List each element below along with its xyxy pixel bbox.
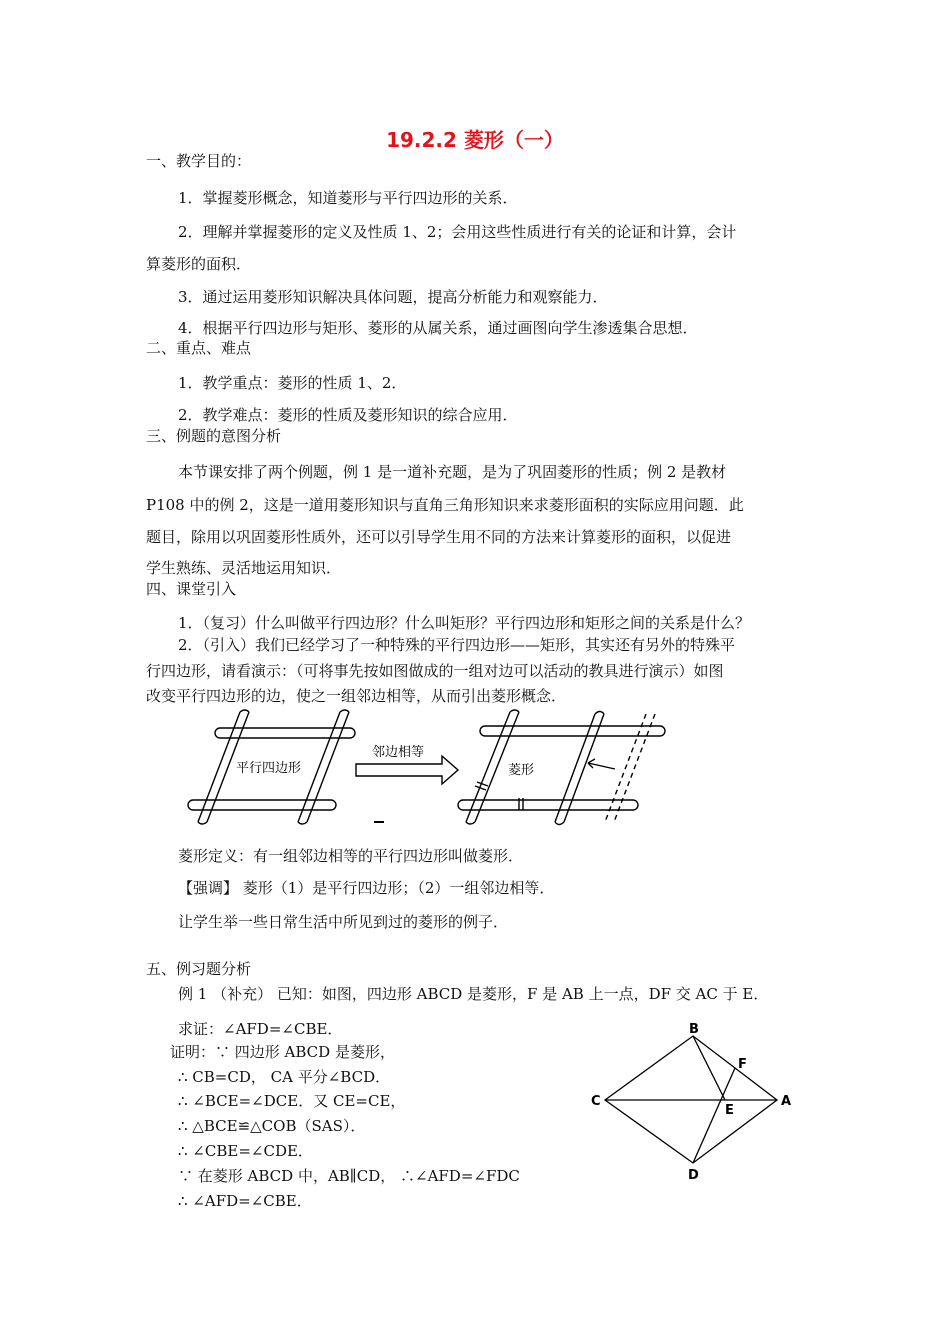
point-a-label: A [781,1094,792,1109]
paragraph-line: 本节课安排了两个例题，例 1 是一道补充题，是为了巩固菱形的性质；例 2 是教材 [178,463,727,481]
paragraph-line: 4．根据平行四边形与矩形、菱形的从属关系，通过画图向学生渗透集合思想． [178,319,698,337]
rhombus-abcd-figure [585,1018,805,1182]
paragraph-line: 算菱形的面积． [146,255,252,273]
adjacent-equal-label: 邻边相等 [372,745,425,760]
definition-line: 菱形定义：有一组邻边相等的平行四边形叫做菱形． [178,847,524,865]
paragraph-line: 1．教学重点：菱形的性质 1、2． [178,374,407,392]
proof-line: 求证：∠AFD=∠CBE． [178,1020,343,1038]
point-e-label: E [725,1103,734,1118]
paragraph-line: 1．掌握菱形概念，知道菱形与平行四边形的关系． [178,189,518,207]
paragraph-line: 题目，除用以巩固菱形性质外，还可以引导学生用不同的方法来计算菱形的面积，以促进 [146,528,732,546]
paragraph-line: 2．教学难点：菱形的性质及菱形知识的综合应用． [178,406,518,424]
proof-line: ∴ ∠AFD=∠CBE． [178,1192,312,1210]
parallelogram-label: 平行四边形 [236,761,302,776]
paragraph-line: 让学生举一些日常生活中所见到过的菱形的例子． [178,913,509,931]
section-heading-4: 四、课堂引入 [146,580,237,598]
proof-line: ∴ △BCE≌△COB（SAS）． [178,1117,366,1135]
paragraph-line: 学生熟练、灵活地运用知识． [146,559,342,577]
example-statement: 例 1 （补充） 已知：如图，四边形 ABCD 是菱形，F 是 AB 上一点，DF 交 AC 于 E． [178,985,769,1003]
paragraph-line: P108 中的例 2，这是一道用菱形知识与直角三角形知识来求菱形面积的实际应用问题．此 [146,496,744,514]
paragraph-line: 3．通过运用菱形知识解决具体问题，提高分析能力和观察能力． [178,288,608,306]
section-heading-1: 一、教学目的： [146,152,252,170]
parallelogram-to-rhombus-figure [180,706,680,830]
proof-line: 证明：∵ 四边形 ABCD 是菱形， [170,1043,395,1061]
proof-line: ∴ CB=CD， CA 平分∠BCD． [178,1068,391,1086]
paragraph-line: 1．（复习）什么叫做平行四边形？什么叫矩形？平行四边形和矩形之间的关系是什么？ [178,614,751,632]
proof-line: ∴ ∠BCE=∠DCE．又 CE=CE， [178,1092,406,1110]
point-c-label: C [591,1094,601,1109]
proof-line: ∵ 在菱形 ABCD 中，AB∥CD， ∴∠AFD=∠FDC [178,1167,520,1185]
paragraph-line: 行四边形，请看演示：（可将事先按如图做成的一组对边可以活动的教具进行演示）如图 [146,662,724,680]
proof-line: ∴ ∠CBE=∠CDE． [178,1142,313,1160]
section-heading-2: 二、重点、难点 [146,339,252,357]
section-heading-3: 三、例题的意图分析 [146,427,282,445]
point-d-label: D [688,1168,699,1182]
paragraph-line: 2．（引入）我们已经学习了一种特殊的平行四边形——矩形，其实还有另外的特殊平 [178,636,736,654]
paragraph-line: 2．理解并掌握菱形的定义及性质 1、2；会用这些性质进行有关的论证和计算，会计 [178,223,737,241]
section-heading-5: 五、例习题分析 [146,960,252,978]
point-f-label: F [738,1057,747,1072]
emphasis-line: 【强调】 菱形（1）是平行四边形；（2）一组邻边相等． [178,879,555,897]
paragraph-line: 改变平行四边形的边，使之一组邻边相等，从而引出菱形概念． [146,687,567,705]
point-b-label: B [689,1022,699,1037]
rhombus-label: 菱形 [508,763,535,778]
page-title: 19.2.2 菱形（一） [386,128,564,152]
